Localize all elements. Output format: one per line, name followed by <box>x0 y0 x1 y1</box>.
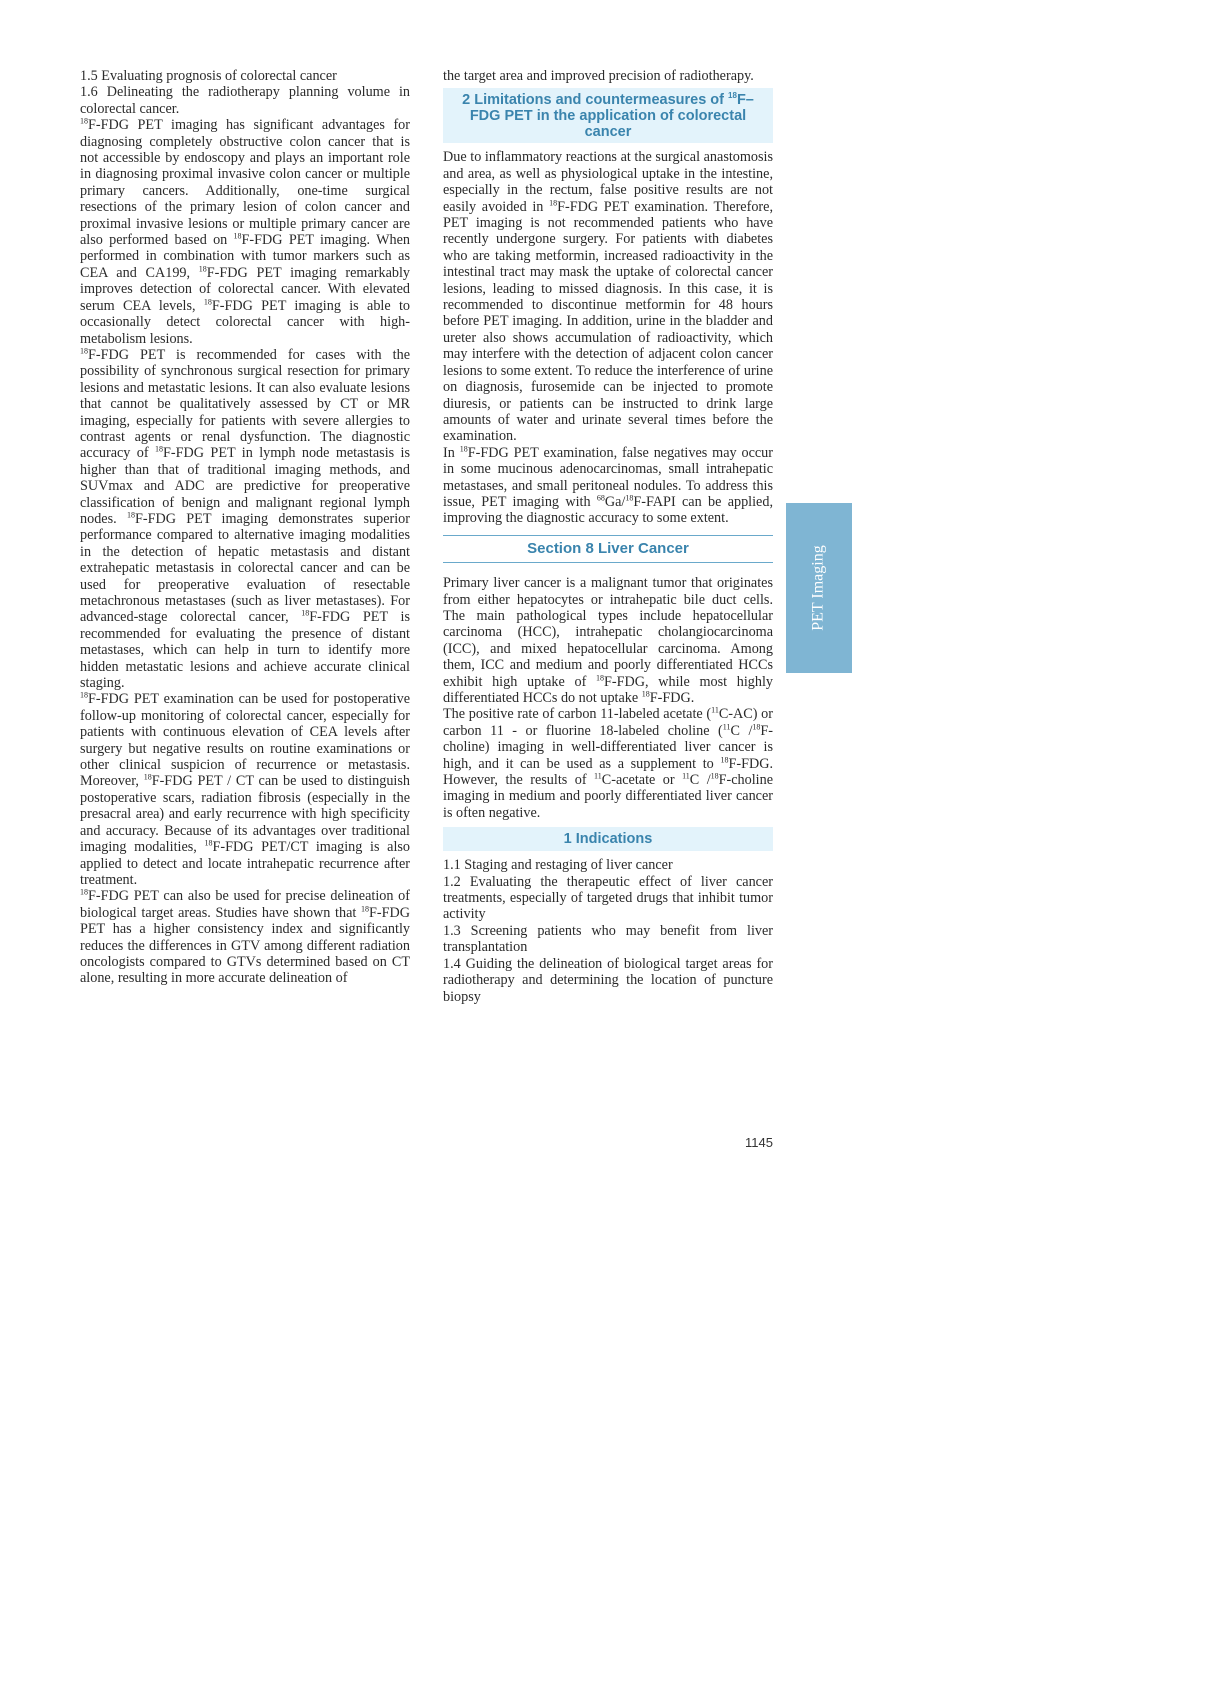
indication-1-4: 1.4 Guiding the delineation of biological target areas for radiotherapy and determining the location of puncture biopsy <box>443 955 773 1005</box>
item-1-5: 1.5 Evaluating prognosis of colorectal cancer <box>80 68 337 84</box>
subsection-heading-limitations: 2 Limitations and countermeasures of $^{18}$F–FDG PET in the application of colorectal cancer <box>443 88 773 143</box>
subsection-heading-indications: 1 Indications <box>443 827 773 851</box>
indication-1-3: 1.3 Screening patients who may benefit from liver transplantation <box>443 922 773 956</box>
indication-1-1: 1.1 Staging and restaging of liver cancer <box>443 857 673 874</box>
paragraph-obstructive-colon: $^{18}$F-FDG PET imaging has significant advantages for diagnosing completely obstructive colon cancer that is not accessible by endoscopy and plays an important role in diagnosing proximal invasive colon cancer or multiple primary cancers. Additionally, one-time surgical resections of the primary lesion of colon cancer and proximal invasive lesions or multiple primary cancer are also performed based on $^{18}$F-FDG PET imaging. When performed in combination with tumor markers such as CEA and CA199, $^{18}$F-FDG PET imaging remarkably improves detection of colorectal cancer. With elevated serum CEA levels, $^{18}$F-FDG PET imaging is able to occasionally detect colorectal cancer with high-metabolism lesions. <box>80 116 410 347</box>
paragraph-synchronous-resection: $^{18}$F-FDG PET is recommended for cases with the possibility of synchronous surgical resection for primary lesions and metastatic lesions. It can also evaluate lesions that cannot be qualitatively assessed by CT or MR imaging, especially for patients with severe allergies to contrast agents or renal dysfunction. The diagnostic accuracy of $^{18}$F-FDG PET in lymph node metastasis is higher than that of traditional imaging methods, and SUVmax and ADC are predictive for preoperative classification of benign and malignant regional lymph nodes. $^{18}$F-FDG PET imaging demonstrates superior performance compared to alternative imaging modalities in the detection of hepatic metastasis and distant extrahepatic metastasis in colorectal cancer and can be used for preoperative evaluation of resectable metachronous metastases (such as liver metastases). For advanced-stage colorectal cancer, $^{18}$F-FDG PET is recommended for evaluating the presence of distant metastases, which can help in turn to identify more hidden metastatic lesions and achieve accurate clinical staging. <box>80 346 411 692</box>
paragraph-primary-liver-cancer: Primary liver cancer is a malignant tumor that originates from either hepatocytes or intrahepatic bile duct cells. The main pathological types include hepatocellular carcinoma (HCC), intrahepatic cholangiocarcinoma (ICC), and mixed hepatocellular carcinoma. Among them, ICC and medium and poorly differentiated HCCs exhibit high uptake of $^{18}$F-FDG, while most highly differentiated HCCs do not uptake $^{18}$F-FDG. <box>443 575 773 706</box>
chapter-side-tab <box>786 503 852 673</box>
paragraph-target-delineation: $^{18}$F-FDG PET can also be used for precise delineation of biological target areas. Studies have shown that $^{18}$F-FDG PET has a higher consistency index and significantly reduces the differences in GTV among different radiation oncologists compared to GTVs determined based on CT alone, resulting in more accurate delineation of <box>80 887 411 987</box>
item-1-6: 1.6 Delineating the radiotherapy planning volume in colorectal cancer. <box>80 84 410 117</box>
indication-1-2: 1.2 Evaluating the therapeutic effect of liver cancer treatments, especially of targeted drugs that inhibit tumor activity <box>443 873 773 923</box>
paragraph-false-negatives: In $^{18}$F-FDG PET examination, false negatives may occur in some mucinous adenocarcinomas, small intrahepatic metastases, and small peritoneal nodules. To address this issue, PET imaging with $^{68}$Ga/$^{18}$F-FAPI can be applied, improving the diagnostic accuracy to some extent. <box>443 443 773 527</box>
page-number: 1145 <box>745 1135 773 1150</box>
paragraph-false-positives: Due to inflammatory reactions at the surgical anastomosis and area, as well as physiological uptake in the intestine, especially in the rectum, false positive results are not easily avoided in $^{18}$F-FDG PET examination. Therefore, PET imaging is not recommended patients who have recently undergone surgery. For patients with diabetes who are taking metformin, increased radioactivity in the intestinal tract may mask the uptake of colorectal cancer lesions, leading to missed diagnosis. In this case, it is recommended to discontinue metformin for 48 hours before PET imaging. In addition, urine in the bladder and ureter also shows accumulation of radioactivity, which may interfere with the detection of adjacent colon cancer lesions to some extent. To reduce the interference of urine on diagnosis, furosemide can be injected to promote diuresis, or patients can be instructed to drink large amounts of water and urinate several times before the examination. <box>443 149 773 445</box>
paragraph-follow-up: $^{18}$F-FDG PET examination can be used for postoperative follow-up monitoring of colorectal cancer, especially for patients with continuous elevation of CEA levels after surgery but negative results on routine examinations or other clinical suspicion of recurrence or metastasis. Moreover, $^{18}$F-FDG PET / CT can be used to distinguish postoperative scars, radiation fibrosis (especially in the presacral area) and early recurrence with high specificity and accuracy. Because of its advantages over traditional imaging modalities, $^{18}$F-FDG PET/CT imaging is also applied to detect and locate intrahepatic recurrence after treatment. <box>80 690 411 888</box>
paragraph-continuation: the target area and improved precision of radiotherapy. <box>443 68 754 84</box>
paragraph-acetate-choline: The positive rate of carbon 11-labeled acetate ($^{11}$C-AC) or carbon 11 - or fluorine 18-labeled choline ($^{11}$C /$^{18}$F-choline) imaging in well-differentiated liver cancer is high, and it can be used as a supplement to $^{18}$F-FDG. However, the results of $^{11}$C-acetate or $^{11}$C /$^{18}$F-choline imaging in medium and poorly differentiated liver cancer is often negative. <box>443 705 774 821</box>
right-column <box>443 68 773 1005</box>
side-tab-label: PET Imaging <box>810 545 828 631</box>
section-heading-liver-cancer: Section 8 Liver Cancer <box>443 535 773 563</box>
left-column <box>80 68 410 987</box>
